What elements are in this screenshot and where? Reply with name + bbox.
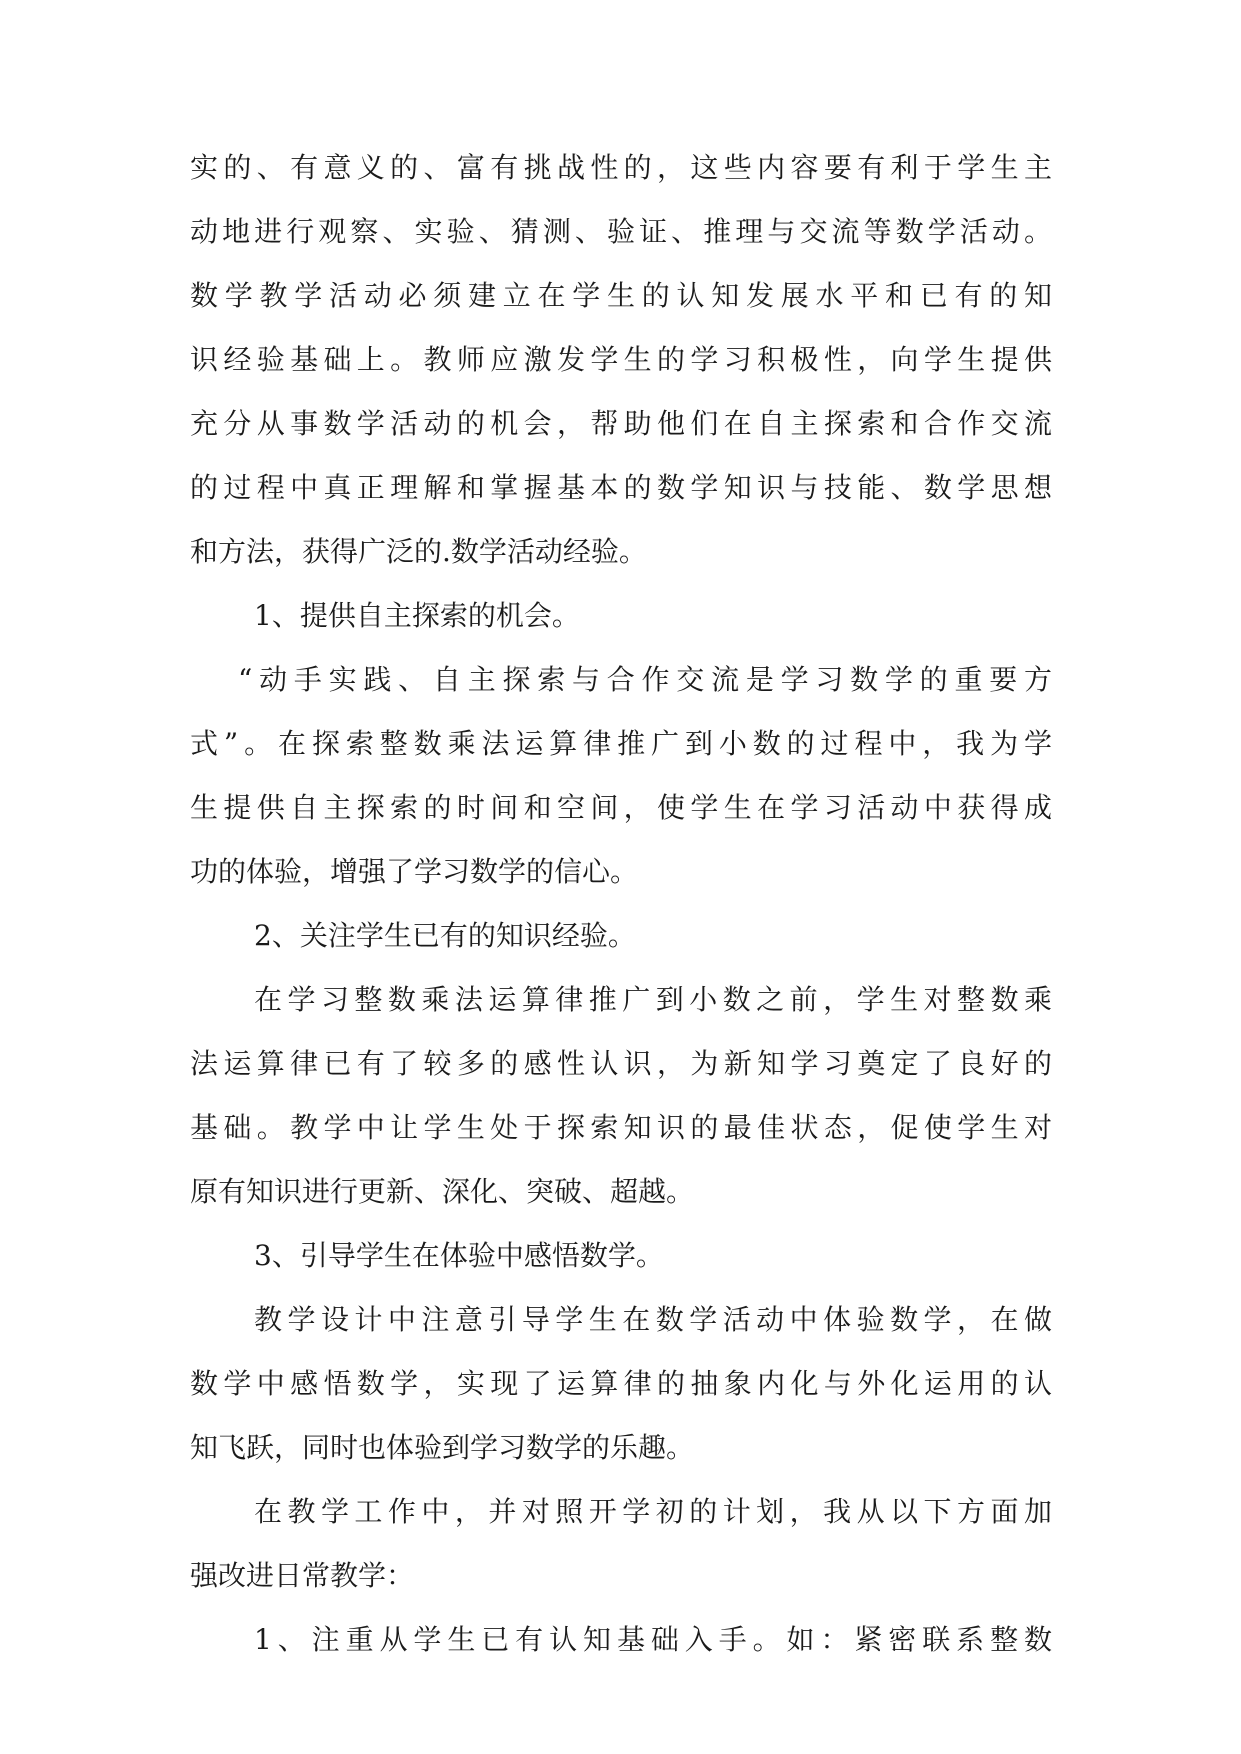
text-line: 识经验基础上。教师应激发学生的学习积极性，向学生提供 xyxy=(190,343,1052,376)
text-line: 数学教学活动必须建立在学生的认知发展水平和已有的知 xyxy=(190,279,1052,312)
text-line: 知飞跃，同时也体验到学习数学的乐趣。 xyxy=(190,1431,695,1464)
section-heading: 3、引导学生在体验中感悟数学。 xyxy=(254,1239,664,1272)
text-line: “动手实践、自主探索与合作交流是学习数学的重要方 xyxy=(238,663,1052,696)
text-line: 原有知识进行更新、深化、突破、超越。 xyxy=(190,1175,695,1208)
text-line: 动地进行观察、实验、猜测、验证、推理与交流等数学活动。 xyxy=(190,215,1052,248)
section-heading: 1、提供自主探索的机会。 xyxy=(254,599,580,632)
text-line: 式”。在探索整数乘法运算律推广到小数的过程中，我为学 xyxy=(190,727,1052,760)
section-heading: 2、关注学生已有的知识经验。 xyxy=(254,919,636,952)
text-line: 在教学工作中，并对照开学初的计划，我从以下方面加 xyxy=(254,1495,1052,1528)
text-line: 1、注重从学生已有认知基础入手。如：紧密联系整数 xyxy=(254,1623,1052,1656)
text-line: 和方法，获得广泛的.数学活动经验。 xyxy=(190,535,647,568)
text-line: 生提供自主探索的时间和空间，使学生在学习活动中获得成 xyxy=(190,791,1052,824)
text-line: 充分从事数学活动的机会，帮助他们在自主探索和合作交流 xyxy=(190,407,1052,440)
text-line: 功的体验，增强了学习数学的信心。 xyxy=(190,855,639,888)
text-line: 在学习整数乘法运算律推广到小数之前，学生对整数乘 xyxy=(254,983,1052,1016)
text-line: 法运算律已有了较多的感性认识，为新知学习奠定了良好的 xyxy=(190,1047,1052,1080)
text-line: 实的、有意义的、富有挑战性的，这些内容要有利于学生主 xyxy=(190,151,1052,184)
text-line: 基础。教学中让学生处于探索知识的最佳状态，促使学生对 xyxy=(190,1111,1052,1144)
text-line: 数学中感悟数学，实现了运算律的抽象内化与外化运用的认 xyxy=(190,1367,1052,1400)
text-line: 的过程中真正理解和掌握基本的数学知识与技能、数学思想 xyxy=(190,471,1052,504)
text-line: 强改进日常教学： xyxy=(190,1559,415,1592)
text-line: 教学设计中注意引导学生在数学活动中体验数学，在做 xyxy=(254,1303,1052,1336)
